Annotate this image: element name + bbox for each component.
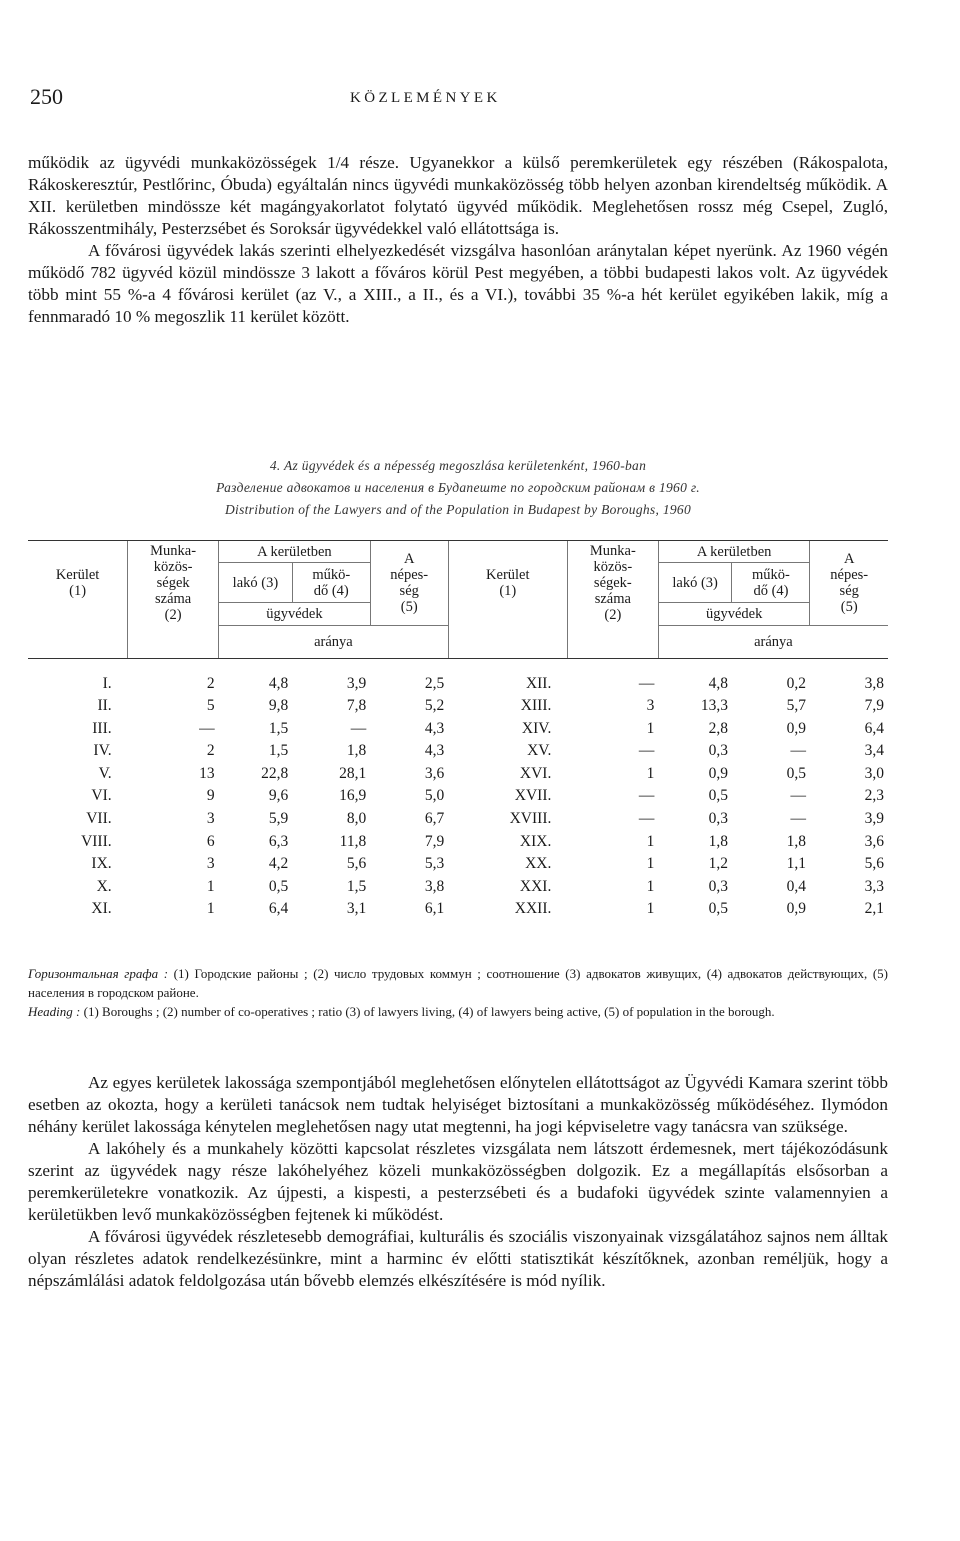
note-ru-text: (1) Городские районы ; (2) число трудовых коммун ; соотношение (3) адвокатов живущих, (4) адвокатов действующих, (5) населения в городском районе. [28,966,888,1000]
table-cell: 3,1 [346,900,367,918]
paragraph: A fővárosi ügyvédek részletesebb demográfiai, kulturális és szociális viszonyainak vizsgálatához sajnos nem álltak olyan részletes adatok rendelkezésünkre, mint a harminc év előtti statisztikát készítőknek, azonban reméljük, hogy a népszámlálási adatok feldolgozása után bővebb elemzés elkészítésére is mód nyílik. [28,1227,888,1290]
header-aranya: aránya [658,625,888,658]
paragraph: Az egyes kerületek lakossága szempontjából meglehetősen előnytelen ellátottságot az Ügyvédi Kamara szerint több esetben az okozta, hogy a kerületi tanácsok nem tudtak helyiséget biztosítani a munkaközösség működéséhez. Ilymódon néhány kerület lakossága kénytelen meglehetősen nagy utat megtenni, ha jogi képviseletre vagy tanácsra van szüksége. [28,1073,888,1136]
table-cell: 4,3 [424,719,445,737]
table-cell: 1,8 [786,832,806,850]
table-cell: 1,5 [268,719,289,737]
table-cell: 2 [206,742,215,760]
table-cell: 3 [206,855,215,873]
header-ugyvedek: ügyvédek [658,603,810,625]
table-cell: 3,8 [424,877,445,895]
table-cell: — [638,742,655,760]
table-row [28,808,888,831]
table-cell: 0,9 [786,719,806,737]
table-cell: 7,8 [346,697,367,715]
header-kerulet: Kerület (1) [448,541,567,626]
note-ru-label: Горизонтальная графа : [28,966,169,981]
header-nepesseg: A népes- ség (5) [370,541,448,626]
table-cell: 8,0 [346,810,367,828]
table-cell: 1 [646,900,655,918]
table-cell: 3,0 [864,764,884,782]
running-head: KÖZLEMÉNYEK [350,90,501,106]
table-cell: 5,0 [424,787,445,805]
table-cell: 4,8 [268,674,289,692]
table-cell: 22,8 [261,764,289,782]
table-cell: 6,4 [268,900,289,918]
table-row [28,831,888,854]
table-cell: 0,5 [708,787,728,805]
table-cell: — [790,810,806,828]
table-cell: — [638,810,655,828]
page-header [28,84,888,114]
table-cell: 4,3 [424,742,445,760]
cell-kerulet: II. [97,697,112,715]
table-row [28,718,888,741]
table-cell: 1 [646,832,655,850]
header-lako: lakó (3) [658,563,732,603]
table-cell: 7,9 [424,832,445,850]
cell-kerulet: IX. [91,855,112,873]
cell-kerulet: IV. [93,742,112,760]
table-cell: 5 [206,697,215,715]
caption-hungarian: 4. Az ügyvédek és a népesség megoszlása kerületenként, 1960-ban [269,458,647,473]
table-cell: 1,5 [268,742,289,760]
table-head [28,541,888,659]
table-notes [28,964,888,1021]
table-cell: 3,3 [864,877,884,895]
table-body [28,658,888,921]
table-cell: 1 [646,764,655,782]
table-cell: 0,9 [708,764,728,782]
table-cell: 3,6 [864,832,884,850]
table-cell: 4,8 [708,674,728,692]
note-en-label: Heading : [28,1004,81,1019]
table-cell: 2,1 [864,900,884,918]
table-cell: 3,4 [864,742,884,760]
table-cell: 0,2 [786,674,806,692]
table-cell: 0,4 [786,877,806,895]
table-cell: 0,5 [708,900,728,918]
cell-kerulet: XV. [527,742,552,760]
table-cell: 3,8 [864,674,884,692]
cell-kerulet: VII. [86,810,112,828]
table-cell: 16,9 [339,787,367,805]
table-cell: 0,9 [786,900,806,918]
table-cell: 0,5 [786,764,806,782]
table-row [28,876,888,899]
header-mukodo: műkö- dő (4) [732,563,810,603]
table-cell: 5,3 [424,855,445,873]
cell-kerulet: XIII. [520,697,552,715]
cell-kerulet: XXI. [519,877,552,895]
table-cell: 3 [206,810,215,828]
note-en-text: (1) Boroughs ; (2) number of co-operatives ; ratio (3) of lawyers living, (4) of lawyers being active, (5) of population in the borough. [80,1004,775,1019]
table-cell: 0,3 [708,877,728,895]
text-block-top [28,152,888,328]
table-cell: 11,8 [339,832,367,850]
table-cell: 3 [646,697,655,715]
table-cell: 0,3 [708,810,728,828]
table-cell: 3,9 [864,810,884,828]
header-a-keruletben: A kerületben [658,541,810,563]
cell-kerulet: V. [98,764,112,782]
table-cell: 9,6 [268,787,289,805]
table-row [28,785,888,808]
text-block-bottom [28,1072,888,1292]
paragraph: működik az ügyvédi munkaközösségek 1/4 része. Ugyanekkor a külső peremkerületek egy részében (Rákospalota, Rákoskeresztúr, Pestlőrinc, Óbuda) egyáltalán nincs ügyvédi munkaközösség több helyen azonban kirendeltség működik. A XII. kerületben mindössze két magángyakorlatot folytató ügyvéd működik. Meglehetősen rossz még Csepel, Zugló, Rákosszentmihály, Pesterzsébet és Soroksár ügyvédekkel való ellátottsága is. [28,153,888,238]
table-cell: 0,3 [708,742,728,760]
header-nepesseg: A népes- ség (5) [810,541,888,626]
cell-kerulet: XVIII. [509,810,552,828]
table-cell: 6,7 [424,810,445,828]
table-cell: 5,6 [346,855,367,873]
table-cell: 5,9 [268,810,289,828]
table-cell: 1 [206,877,215,895]
table-cell: 1,1 [786,855,806,873]
cell-kerulet: VIII. [81,832,112,850]
table-cell: 1,8 [708,832,728,850]
cell-kerulet: III. [92,719,112,737]
table-cell: 3,6 [424,764,445,782]
cell-kerulet: I. [102,674,112,692]
table-cell: — [199,719,215,737]
data-table [28,540,888,921]
cell-kerulet: XIV. [521,719,552,737]
table-cell: 1 [646,855,655,873]
table-cell: 4,2 [268,855,289,873]
table-cell: 2,3 [864,787,884,805]
table-cell: 7,9 [864,697,884,715]
paragraph: A lakóhely és a munkahely közötti kapcsolat részletes vizsgálata nem látszott érdemesnek, mert tájékozódásunk szerint az ügyvédek nagy része lakóhelyéhez közeli munkaközösségben dolgozik. Ez a megállapítás elsősorban a peremkerületekre vonatkozik. Az újpesti, a kispesti, a pesterzsébeti és a budafoki ügyvédek szinte valamennyien a kerületükben levő munkaközösségben fejtenek ki működést. [28,1139,888,1224]
table-cell: 5,2 [424,697,445,715]
table-cell: 6,3 [268,832,289,850]
table-cell: — [790,787,806,805]
cell-kerulet: XVI. [519,764,552,782]
cell-kerulet: XX. [525,855,552,873]
table-cell: 1 [206,900,215,918]
table-cell: 1 [646,719,655,737]
cell-kerulet: XVII. [514,787,552,805]
table-cell: 13,3 [700,697,728,715]
table-cell: 1,5 [346,877,367,895]
cell-kerulet: X. [96,877,112,895]
table-cell: 28,1 [339,764,367,782]
table-cell: — [638,674,655,692]
table-cell: 9 [206,787,215,805]
table-cell: — [790,742,806,760]
table-cell: 6 [206,832,215,850]
header-ugyvedek: ügyvédek [219,603,371,625]
page-number: 250 [30,84,63,109]
table-cell: 1,2 [708,855,728,873]
header-munkakozossegek: Munka- közös- ségek- száma (2) [567,541,658,626]
table-cell: 2 [206,674,215,692]
table-row [28,853,888,876]
table-row [28,898,888,921]
cell-kerulet: XXII. [514,900,552,918]
table-cell: 0,5 [268,877,289,895]
table-row [28,763,888,786]
table-cell: 6,1 [424,900,445,918]
table-cell: 13 [199,764,215,782]
cell-kerulet: XIX. [519,832,552,850]
cell-kerulet: XI. [91,900,112,918]
table-cell: 5,7 [786,697,806,715]
caption-russian: Разделение адвокатов и населения в Будапеште по городским районам в 1960 г. [216,480,700,495]
header-a-keruletben: A kerületben [219,541,371,563]
table-cell: 3,9 [346,674,367,692]
header-munkakozossegek: Munka- közös- ségek száma (2) [128,541,219,626]
paragraph: A fővárosi ügyvédek lakás szerinti elhelyezkedését vizsgálva hasonlóan aránytalan képet nyerünk. Az 1960 végén működő 782 ügyvéd közül mindössze 3 lakott a főváros körül Pest megyében, a többi budapesti lakos volt. Az ügyvédek több mint 55 %-a 4 fővárosi kerület (az V., a XIII., a II., és a VI.), további 35 %-a hét kerület egyikében lakik, míg a fennmaradó 10 % megoszlik 11 kerület között. [28,241,888,326]
table-caption [28,455,888,521]
table-cell: 6,4 [864,719,884,737]
header-mukodo: műkö- dő (4) [292,563,370,603]
cell-kerulet: VI. [91,787,112,805]
table-cell: 1,8 [346,742,367,760]
table-row [28,740,888,763]
table-cell: 9,8 [268,697,289,715]
table-cell: 5,6 [864,855,884,873]
header-lako: lakó (3) [219,563,293,603]
header-kerulet: Kerület (1) [28,541,128,626]
table-cell: 2,8 [708,719,728,737]
cell-kerulet: XII. [525,674,552,692]
table-cell: — [638,787,655,805]
table-cell: — [350,719,367,737]
caption-english: Distribution of the Lawyers and of the Population in Budapest by Boroughs, 1960 [224,502,692,517]
table-row [28,695,888,718]
table-cell: 2,5 [424,674,445,692]
table-row [28,658,888,695]
header-aranya: aránya [219,625,449,658]
table-cell: 1 [646,877,655,895]
